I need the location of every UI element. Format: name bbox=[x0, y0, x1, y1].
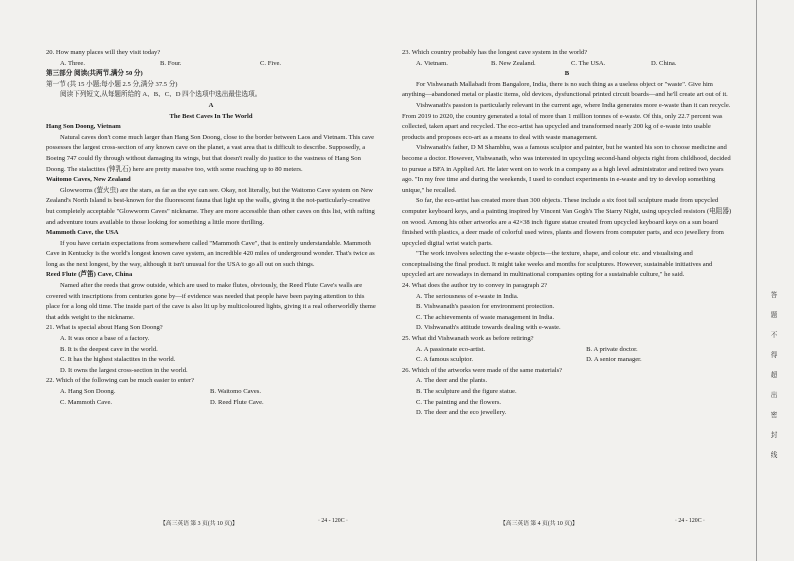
cave-heading: Waitomo Caves, New Zealand bbox=[46, 176, 131, 184]
option: B. It is the deepest cave in the world. bbox=[60, 345, 158, 353]
question-25-options bbox=[402, 355, 732, 366]
section-heading: 第三部分 阅读(共两节,满分 50 分) bbox=[46, 70, 143, 78]
notice-char: 题 bbox=[770, 311, 778, 319]
option: B. A private doctor. bbox=[586, 345, 638, 353]
option: B. Four. bbox=[160, 59, 182, 67]
paragraph: "The work involves selecting the e-waste objects—the texture, shape, and colour etc. and visualising and conceptualising the final product. It might take weeks and months for sculptures. However, sustainable initiatives and upcycled art are nowadays in demand in multinational companies opting for a sustainable culture," he said. bbox=[402, 250, 713, 279]
option: B. The sculpture and the figure statue. bbox=[416, 388, 517, 395]
notice-char: 密 bbox=[770, 411, 778, 419]
option: D. Reed Flute Cave. bbox=[210, 398, 264, 406]
question-23: 23. Which country probably has the longest cave system in the world? bbox=[402, 49, 588, 56]
option: D. The deer and the eco jewellery. bbox=[416, 409, 507, 417]
question-21: 21. What is special about Hang Son Doong? bbox=[46, 324, 163, 332]
section-subheading: 第一节 (共 15 小题;每小题 2.5 分,满分 37.5 分) bbox=[46, 80, 178, 88]
footer-page-label: 【高三英语 第 3 页(共 10 页)】 bbox=[160, 521, 238, 527]
option: B. Vishwanath's passion for environment protection. bbox=[416, 303, 555, 311]
right-column bbox=[402, 48, 732, 419]
option: B. New Zealand. bbox=[491, 59, 536, 67]
option: A. It was once a base of a factory. bbox=[60, 335, 150, 343]
option: A. The deer and the plants. bbox=[416, 377, 488, 385]
passage-letter: A bbox=[208, 101, 214, 109]
footer-code: · 24 - 120C · bbox=[675, 518, 705, 524]
option: A. Vietnam. bbox=[416, 59, 448, 67]
option: D. A senior manager. bbox=[586, 356, 642, 364]
option: C. The painting and the flowers. bbox=[416, 398, 502, 406]
passage-letter: B bbox=[564, 70, 570, 78]
option: C. Mammoth Cave. bbox=[60, 398, 113, 406]
question-20-options bbox=[46, 59, 376, 70]
page-footer-left bbox=[160, 518, 238, 527]
instructions: 阅读下列短文,从每题所给的 A、B、C、D 四个选项中选出最佳选项。 bbox=[60, 91, 262, 99]
option: D. It owns the largest cross-section in the world. bbox=[60, 366, 188, 374]
notice-char: 封 bbox=[770, 431, 778, 439]
left-column bbox=[46, 48, 376, 408]
notice-char: 出 bbox=[770, 391, 778, 399]
paragraph: Vishwanath's passion is particularly relevant in the current age, where India generates more e-waste than it can recycle. From 2019 to 2020, the country generated a total of more than 1 million tonnes of e-waste. Of this, only 22.7 percent was collected, taken apart and recycled. The eco-artist has upcycled and transformed nearly 200 kg of e-waste into usable products and proposes eco-art as a means to deal with waste management. bbox=[402, 101, 731, 141]
question-26: 26. Which of the artworks were made of the same materials? bbox=[402, 366, 563, 374]
option: B. Waitomo Caves. bbox=[210, 388, 261, 395]
notice-char: 答 bbox=[770, 291, 778, 299]
question-24: 24. What does the author try to convey in paragraph 2? bbox=[402, 282, 548, 290]
footer-code: · 24 - 120C · bbox=[318, 518, 348, 524]
notice-char: 线 bbox=[770, 451, 778, 459]
option: A. Hang Son Doong. bbox=[60, 388, 116, 395]
paragraph: Named after the reeds that grow outside, which are used to make flutes, obviously, the Reed Flute Cave's walls are covered with inscriptions from centuries gone by—if evidence was needed that people have been paying attention to this place for a long old time. The inside part of the cave is also lit up by multicoloured lights, giving it a real otherworldly theme that adds weight to the nickname. bbox=[46, 282, 376, 321]
option: D. China. bbox=[651, 59, 677, 67]
question-22-options bbox=[46, 387, 376, 398]
question-20: 20. How many places will they visit today? bbox=[46, 49, 161, 56]
notice-char: 得 bbox=[770, 351, 778, 359]
page-footer-left-code bbox=[318, 518, 348, 524]
option: C. It has the highest stalactites in the world. bbox=[60, 356, 176, 364]
notice-char: 不 bbox=[770, 331, 778, 339]
paragraph: Natural caves don't come much larger than Hang Son Doong, close to the border between Laos and Vietnam. This cave possesses the largest cross-section of any known cave on the planet, a vast area that is difficult to describe. Supposedly, a Boeing 747 could fly through without damaging its wings, but that doesn't really do justice to the vastness of Hang Son Doong. The stalactites (钟乳石) here are pretty massive too, with some reaching up to 80 meters. bbox=[46, 133, 375, 173]
question-23-options bbox=[402, 59, 732, 70]
question-25: 25. What did Vishwanath work as before retiring? bbox=[402, 335, 534, 343]
option: A. Three. bbox=[60, 59, 85, 67]
option: D. Vishwanath's attitude towards dealing with e-waste. bbox=[416, 324, 561, 332]
footer-page-label: 【高三英语 第 4 页(共 10 页)】 bbox=[500, 521, 578, 527]
option: A. The seriousness of e-waste in India. bbox=[416, 292, 519, 300]
question-22-options bbox=[46, 398, 376, 409]
paragraph: If you have certain expectations from somewhere called "Mammoth Cave", that is entirely understandable. Mammoth Cave in Kentucky is the world's longest known cave system, an incredible 420 miles of underground wonder. That's twice as long as the next longest, by the way, although it isn't unusual for the USA to go all out on such things. bbox=[46, 239, 375, 268]
seal-line bbox=[756, 0, 757, 561]
option: C. A famous sculptor. bbox=[416, 356, 473, 364]
question-25-options bbox=[402, 345, 732, 356]
notice-char: 超 bbox=[770, 371, 778, 379]
option: A. A passionate eco-artist. bbox=[416, 345, 486, 353]
paragraph: So far, the eco-artist has created more than 300 objects. These include a six foot tall sculpture made from upcycled computer keyboard keys, and a painting inspired by Vincent Van Gogh's The Starry Night, using upcycled resistors (电阻器) on wood. Among his other artworks are a 42×38 inch figure statue created from upcycled keyboard keys on a sun board finished with plastics, a deer made of colorful used wires, plants and flowers from computer parts, and eco jewellery from upcycled digital wrist watch parts. bbox=[402, 197, 732, 247]
passage-title: The Best Caves In The World bbox=[169, 112, 253, 120]
cave-heading: Hang Son Doong, Vietnam bbox=[46, 123, 121, 131]
option: C. The achievements of waste management in India. bbox=[416, 313, 555, 321]
cave-heading: Reed Flute (芦笛) Cave, China bbox=[46, 271, 133, 279]
paragraph: For Vishwanath Mallabadi from Bangalore, India, there is no such thing as a useless object or "waste". Give him anything—abandoned metal or plastic items, old devices, dysfunctional printed circuit boards—and he'll create art out of it. bbox=[402, 80, 728, 99]
paragraph: Vishwanath's father, D M Shambhu, was a famous sculptor and painter, but he wanted his son to choose medicine and become a doctor. However, Vishwanath, who was interested in upcycling second-hand objects right from childhood, decided to pursue a BFA in Applied Art. He later went on to work in a company as a high level administrator and retired two years ago. "In my free time and during the weekends, I used to conduct experiments in e-waste and try to develop something unique," he recalled. bbox=[402, 144, 731, 194]
cave-heading: Mammoth Cave, the USA bbox=[46, 229, 119, 237]
seal-line-notice bbox=[770, 285, 778, 465]
paragraph: Glowworms (萤火虫) are the stars, as far as the eye can see. Okay, not literally, but the Waitomo Cave system on New Zealand's North Island is best-known for the fluorescent fauna that light up the walls, giving it the not-particularly-creative but completely acceptable "Glowworm Caves" nickname. They are more accessible than other caves on this list, with rafting and adventure tours available to those looking for something a little more thrilling. bbox=[46, 186, 375, 226]
question-22: 22. Which of the following can be much easier to enter? bbox=[46, 377, 195, 385]
option: C. Five. bbox=[260, 59, 282, 67]
page-footer-right bbox=[500, 518, 578, 527]
page-footer-right-code bbox=[675, 518, 705, 524]
option: C. The USA. bbox=[571, 59, 606, 67]
